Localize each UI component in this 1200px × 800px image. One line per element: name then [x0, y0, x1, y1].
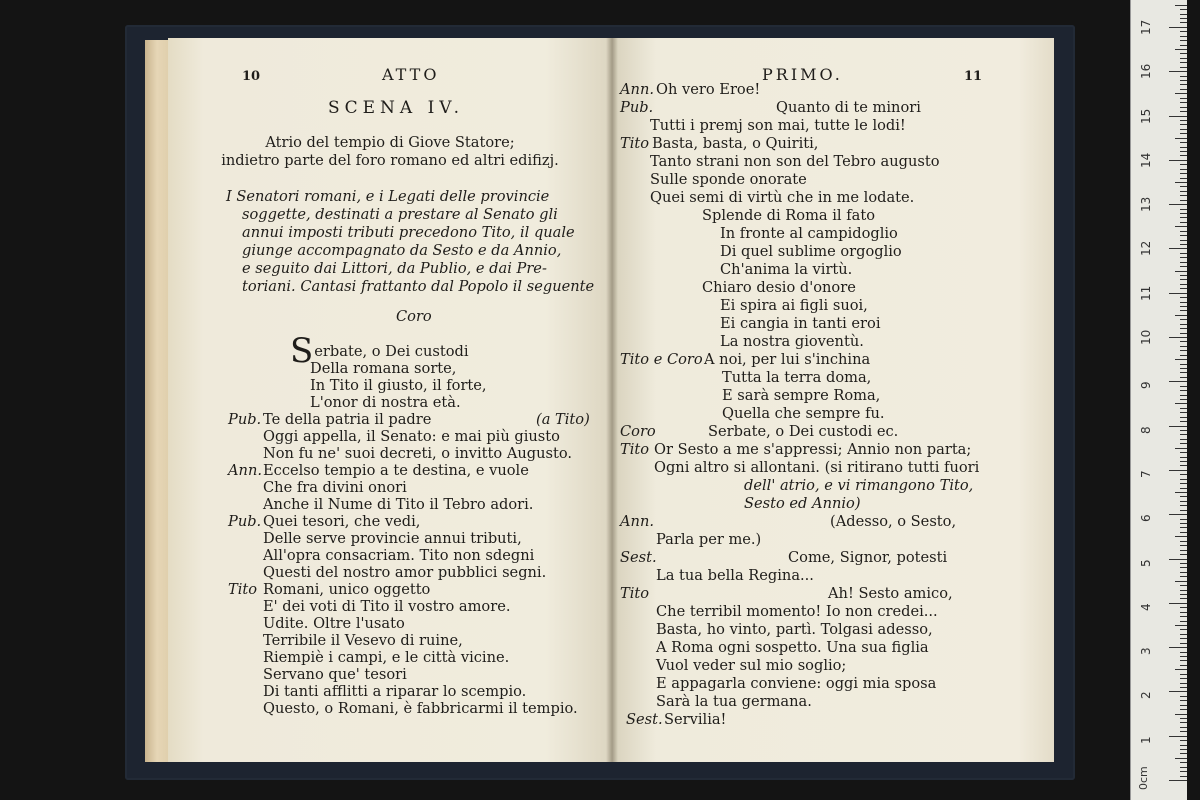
ruler-tick	[1169, 780, 1187, 781]
ruler-tick	[1180, 417, 1187, 418]
ruler-tick	[1180, 683, 1187, 684]
ruler-label: 16	[1139, 63, 1153, 80]
ruler-tick	[1180, 421, 1187, 422]
ruler-tick	[1180, 687, 1187, 688]
page-number: 11	[964, 69, 983, 84]
ruler-tick	[1180, 395, 1187, 396]
ruler-tick	[1169, 204, 1187, 205]
ruler-tick	[1180, 266, 1187, 267]
ruler-tick	[1180, 567, 1187, 568]
speaker-label: Ann.	[228, 462, 262, 479]
stage-direction-line: dell' atrio, e vi rimangono Tito,	[744, 477, 974, 494]
ruler-tick	[1180, 727, 1187, 728]
ruler-tick	[1180, 124, 1187, 125]
stage-direction-line: toriani. Cantasi frattanto dal Popolo il seguente	[242, 278, 595, 295]
verse-line: Ch'anima la virtù.	[720, 261, 853, 278]
ruler-tick	[1180, 496, 1187, 497]
ruler-tick	[1180, 40, 1187, 41]
ruler-tick	[1169, 248, 1187, 249]
stage-aside: (a Tito)	[536, 411, 590, 428]
ruler-tick	[1180, 541, 1187, 542]
chorus-heading: Coro	[396, 308, 432, 325]
ruler-tick	[1180, 616, 1187, 617]
ruler-tick	[1180, 310, 1187, 311]
ruler-tick	[1169, 116, 1187, 117]
verse-line: Ei cangia in tanti eroi	[720, 315, 881, 332]
ruler-tick	[1180, 709, 1187, 710]
ruler-tick	[1180, 439, 1187, 440]
verse-line: All'opra consacriam. Tito non sdegni	[263, 547, 535, 564]
verse-line: L'onor di nostra età.	[310, 394, 461, 411]
ruler-tick	[1180, 62, 1187, 63]
ruler-tick	[1175, 714, 1187, 715]
ruler-tick	[1180, 341, 1187, 342]
ruler-tick	[1180, 284, 1187, 285]
verse-line: Basta, ho vinto, partì. Tolgasi adesso,	[656, 621, 933, 638]
ruler-tick	[1180, 607, 1187, 608]
ruler-tick	[1180, 386, 1187, 387]
ruler-tick	[1180, 585, 1187, 586]
ruler-label: 7	[1139, 470, 1153, 478]
verse-line: Oggi appella, il Senato: e mai più giusto	[263, 428, 560, 445]
ruler-label: 2	[1139, 691, 1153, 700]
ruler-tick	[1180, 488, 1187, 489]
ruler-tick	[1169, 470, 1187, 471]
ruler-tick	[1180, 665, 1187, 666]
ruler-tick	[1180, 22, 1187, 23]
verse-line: Non fu ne' suoi decreti, o invitto Augusto.	[263, 445, 573, 462]
ruler-tick	[1180, 660, 1187, 661]
verse-line: Tutta la terra doma,	[722, 369, 872, 386]
setting-line: indietro parte del foro romano ed altri edifizj.	[221, 152, 559, 169]
ruler-tick	[1180, 186, 1187, 187]
verse-line: Te della patria il padre	[263, 411, 432, 428]
verse-line: Udite. Oltre l'usato	[263, 615, 405, 632]
ruler-tick	[1180, 31, 1187, 32]
ruler-tick	[1180, 231, 1187, 232]
speaker-label: Tito	[620, 135, 650, 152]
ruler-tick	[1180, 590, 1187, 591]
ruler-tick	[1175, 271, 1187, 272]
verse-line: E sarà sempre Roma,	[722, 387, 881, 404]
ruler-tick	[1180, 355, 1187, 356]
verse-line: Che terribil momento! Io non credei...	[656, 603, 938, 620]
ruler-tick	[1180, 740, 1187, 741]
ruler-tick	[1180, 98, 1187, 99]
ruler-tick	[1180, 279, 1187, 280]
ruler-tick	[1180, 399, 1187, 400]
verse-line: Chiaro desio d'onore	[702, 279, 856, 296]
ruler-tick	[1180, 350, 1187, 351]
ruler-tick	[1180, 324, 1187, 325]
ruler-label: 9	[1139, 381, 1153, 390]
ruler-tick	[1180, 643, 1187, 644]
verse-line: Come, Signor, potesti	[788, 549, 948, 566]
ruler-tick	[1180, 550, 1187, 551]
verse-line: E' dei voti di Tito il vostro amore.	[263, 598, 511, 615]
ruler-tick	[1169, 514, 1187, 515]
ruler-label: 3	[1139, 647, 1153, 656]
ruler-tick	[1180, 80, 1187, 81]
ruler-tick	[1175, 182, 1187, 183]
ruler-label: 4	[1139, 603, 1153, 611]
ruler-tick	[1180, 253, 1187, 254]
ruler-tick	[1180, 14, 1187, 15]
speaker-label: Tito	[228, 581, 258, 598]
ruler-tick	[1180, 36, 1187, 37]
ruler-tick	[1180, 306, 1187, 307]
ruler-tick	[1175, 448, 1187, 449]
stage-direction-line: e seguito dai Littori, da Publio, e dai Pre-	[242, 260, 547, 277]
speaker-label: Sest.	[626, 711, 663, 728]
ruler-tick	[1180, 178, 1187, 179]
ruler-tick	[1180, 9, 1187, 10]
stage-direction-line: giunge accompagnato da Sesto e da Annio,	[242, 242, 562, 259]
ruler-tick	[1180, 621, 1187, 622]
ruler-tick	[1169, 736, 1187, 737]
ruler-tick	[1180, 275, 1187, 276]
ruler-tick	[1180, 222, 1187, 223]
ruler-tick	[1175, 669, 1187, 670]
ruler-tick	[1180, 523, 1187, 524]
verse-line: Questo, o Romani, è fabbricarmi il tempio.	[263, 700, 578, 717]
ruler-tick	[1180, 674, 1187, 675]
verse-line: Servano que' tesori	[263, 666, 407, 683]
ruler-tick	[1180, 749, 1187, 750]
ruler-tick	[1180, 705, 1187, 706]
verse-line: La nostra gioventù.	[720, 333, 864, 350]
ruler-tick	[1180, 678, 1187, 679]
verse-line: Sulle sponde onorate	[650, 171, 807, 188]
ruler-tick	[1169, 381, 1187, 382]
ruler-tick	[1175, 581, 1187, 582]
drop-cap: S	[290, 331, 314, 371]
ruler-tick	[1180, 767, 1187, 768]
ruler-tick	[1180, 213, 1187, 214]
ruler-tick	[1180, 722, 1187, 723]
ruler-tick	[1180, 346, 1187, 347]
ruler-tick	[1180, 634, 1187, 635]
verse-line: Vuol veder sul mio soglio;	[656, 657, 847, 674]
ruler-tick	[1180, 53, 1187, 54]
ruler-tick	[1180, 527, 1187, 528]
speaker-label: Pub.	[228, 513, 262, 530]
verse-line: Tutti i premj son mai, tutte le lodi!	[650, 117, 906, 134]
ruler-tick	[1180, 333, 1187, 334]
verse-line: Oh vero Eroe!	[656, 81, 761, 98]
ruler-tick	[1169, 71, 1187, 72]
ruler-tick	[1180, 390, 1187, 391]
verse-line: Parla per me.)	[656, 531, 762, 548]
ruler-tick	[1180, 155, 1187, 156]
ruler-tick	[1180, 169, 1187, 170]
ruler-tick	[1180, 107, 1187, 108]
speaker-label: Pub.	[620, 99, 654, 116]
ruler-tick	[1180, 111, 1187, 112]
verse-line: La tua bella Regina...	[656, 567, 814, 584]
stage-direction-line: Sesto ed Annio)	[744, 495, 861, 512]
ruler-tick	[1180, 368, 1187, 369]
ruler-tick	[1180, 133, 1187, 134]
ruler-tick	[1180, 328, 1187, 329]
ruler-tick	[1169, 293, 1187, 294]
ruler-tick	[1175, 492, 1187, 493]
ruler-tick	[1180, 408, 1187, 409]
ruler-tick	[1175, 138, 1187, 139]
speaker-label: Sest.	[620, 549, 657, 566]
verse-line: E appagarla conviene: oggi mia sposa	[656, 675, 937, 692]
ruler-tick	[1180, 700, 1187, 701]
verse-line: Romani, unico oggetto	[263, 581, 431, 598]
verse-line: Anche il Nume di Tito il Tebro adori.	[263, 496, 534, 513]
ruler-tick	[1180, 191, 1187, 192]
ruler-tick	[1175, 5, 1187, 6]
ruler-tick	[1180, 465, 1187, 466]
ruler-tick	[1180, 572, 1187, 573]
ruler-tick	[1180, 372, 1187, 373]
speaker-label: Tito	[620, 585, 650, 602]
speaker-label: Ann.	[620, 513, 654, 530]
ruler-tick	[1180, 200, 1187, 201]
ruler-tick	[1180, 412, 1187, 413]
ruler-tick	[1169, 559, 1187, 560]
ruler-tick	[1180, 652, 1187, 653]
ruler-tick	[1180, 142, 1187, 143]
ruler-tick	[1180, 443, 1187, 444]
ruler-tick	[1180, 510, 1187, 511]
verse-line: Quella che sempre fu.	[722, 405, 885, 422]
verse-line: Servilia!	[664, 711, 727, 728]
ruler-tick	[1180, 151, 1187, 152]
ruler-tick	[1180, 147, 1187, 148]
verse-text: erbate, o Dei custodi	[314, 343, 469, 360]
verse-line: In Tito il giusto, il forte,	[310, 377, 487, 394]
ruler-tick	[1175, 226, 1187, 227]
ruler-tick	[1180, 452, 1187, 453]
ruler-label: 15	[1139, 108, 1153, 124]
ruler-tick	[1180, 58, 1187, 59]
ruler-tick	[1180, 501, 1187, 502]
ruler-tick	[1180, 89, 1187, 90]
ruler-tick	[1180, 209, 1187, 210]
running-head: PRIMO.	[762, 65, 843, 84]
stage-direction-line: annui imposti tributi precedono Tito, il quale	[242, 224, 575, 241]
ruler-tick	[1180, 76, 1187, 77]
verse-line: Tanto strani non son del Tebro augusto	[650, 153, 940, 170]
ruler-tick	[1175, 403, 1187, 404]
ruler-tick	[1180, 753, 1187, 754]
ruler-tick	[1180, 430, 1187, 431]
ruler-label: 8	[1139, 425, 1153, 434]
ruler-tick	[1180, 461, 1187, 462]
ruler-label: 11	[1139, 285, 1153, 301]
ruler-tick	[1169, 691, 1187, 692]
ruler-tick	[1180, 483, 1187, 484]
ruler-tick	[1180, 377, 1187, 378]
measuring-ruler	[1130, 0, 1187, 800]
ruler-tick	[1180, 364, 1187, 365]
speaker-label: Pub.	[228, 411, 262, 428]
ruler-tick	[1180, 297, 1187, 298]
ruler-label: 6	[1139, 514, 1153, 523]
ruler-tick	[1180, 479, 1187, 480]
verse-line: Di tanti afflitti a riparar lo scempio.	[263, 683, 527, 700]
ruler-tick	[1180, 257, 1187, 258]
verse-line: In fronte al campidoglio	[720, 225, 898, 242]
ruler-tick	[1169, 160, 1187, 161]
ruler-tick	[1180, 244, 1187, 245]
right-page	[612, 38, 1054, 762]
ruler-tick	[1180, 67, 1187, 68]
verse-line: Delle serve provincie annui tributi,	[263, 530, 522, 547]
ruler-unit: 0cm	[1137, 766, 1150, 790]
ruler-tick	[1180, 576, 1187, 577]
verse-line: Or Sesto a me s'appressi; Annio non parta;	[654, 441, 972, 458]
ruler-tick	[1180, 240, 1187, 241]
verse-line: Quanto di te minori	[776, 99, 921, 116]
ruler-tick	[1169, 27, 1187, 28]
ruler-tick	[1180, 612, 1187, 613]
ruler-tick	[1180, 120, 1187, 121]
ruler-tick	[1175, 359, 1187, 360]
verse-line: Terribile il Vesevo di ruine,	[263, 632, 463, 649]
ruler-label: 13	[1139, 196, 1153, 213]
verse-line: Serbate, o Dei custodi ec.	[708, 423, 899, 440]
ruler-tick	[1180, 598, 1187, 599]
ruler-tick	[1180, 129, 1187, 130]
ruler-tick	[1180, 745, 1187, 746]
speaker-label: Coro	[620, 423, 656, 440]
speaker-label: Tito	[620, 441, 650, 458]
ruler-tick	[1180, 217, 1187, 218]
ruler-tick	[1175, 315, 1187, 316]
verse-line: Di quel sublime orgoglio	[720, 243, 902, 260]
ruler-tick	[1180, 84, 1187, 85]
verse-line: Quei tesori, che vedi,	[263, 513, 421, 530]
ruler-tick	[1169, 426, 1187, 427]
ruler-tick	[1175, 625, 1187, 626]
ruler-tick	[1180, 776, 1187, 777]
ruler-tick	[1180, 302, 1187, 303]
verse-line: Basta, basta, o Quiriti,	[652, 135, 819, 152]
ruler-tick	[1180, 457, 1187, 458]
ruler-tick	[1180, 519, 1187, 520]
ruler-tick	[1180, 532, 1187, 533]
verse-line: (Adesso, o Sesto,	[830, 513, 957, 530]
speaker-label: Tito e Coro	[620, 351, 703, 368]
ruler-tick	[1180, 235, 1187, 236]
running-head: ATTO	[382, 65, 440, 84]
stage-direction-line: I Senatori romani, e i Legati delle provincie	[226, 188, 550, 205]
ruler-label: 5	[1139, 558, 1153, 567]
ruler-tick	[1180, 731, 1187, 732]
ruler-tick	[1180, 545, 1187, 546]
ruler-tick	[1180, 45, 1187, 46]
ruler-tick	[1169, 603, 1187, 604]
verse-line: Quei semi di virtù che in me lodate.	[650, 189, 915, 206]
ruler-tick	[1169, 337, 1187, 338]
ruler-tick	[1180, 474, 1187, 475]
verse-line: Riempiè i campi, e le città vicine.	[263, 649, 510, 666]
ruler-tick	[1180, 195, 1187, 196]
ruler-tick	[1180, 434, 1187, 435]
ruler-tick	[1180, 164, 1187, 165]
ruler-label: 14	[1139, 152, 1153, 168]
ruler-tick	[1180, 505, 1187, 506]
ruler-tick	[1180, 173, 1187, 174]
verse-line: Della romana sorte,	[310, 360, 457, 377]
page-number: 10	[242, 69, 261, 84]
ruler-tick	[1175, 536, 1187, 537]
ruler-tick	[1180, 563, 1187, 564]
ruler-tick	[1180, 262, 1187, 263]
setting-line: Atrio del tempio di Giove Statore;	[265, 134, 515, 151]
ruler-tick	[1180, 762, 1187, 763]
ruler-tick	[1180, 319, 1187, 320]
ruler-tick	[1180, 18, 1187, 19]
ruler-label: 10	[1139, 329, 1153, 345]
ruler-label: 1	[1139, 736, 1153, 744]
ruler-label: 17	[1139, 19, 1153, 35]
left-page	[168, 38, 612, 762]
verse-line: Sarà la tua germana.	[656, 693, 812, 710]
verse-line: Ogni altro si allontani. (si ritirano tutti fuori	[654, 459, 980, 476]
ruler-tick	[1175, 93, 1187, 94]
verse-line: Che fra divini onori	[263, 479, 407, 496]
verse-line: Ei spira ai figli suoi,	[720, 297, 868, 314]
book-gutter	[606, 38, 618, 762]
ruler-tick	[1180, 656, 1187, 657]
ruler-tick	[1180, 771, 1187, 772]
ruler-tick	[1180, 629, 1187, 630]
ruler-tick	[1180, 594, 1187, 595]
ruler-tick	[1180, 102, 1187, 103]
verse-line: A Roma ogni sospetto. Una sua figlia	[656, 639, 929, 656]
ruler-tick	[1169, 647, 1187, 648]
verse-line: Eccelso tempio a te destina, e vuole	[263, 462, 529, 479]
ruler-tick	[1180, 696, 1187, 697]
verse-line: Ah! Sesto amico,	[828, 585, 953, 602]
scene-title: SCENA IV.	[327, 98, 465, 118]
ruler-tick	[1180, 718, 1187, 719]
verse-line: Splende di Roma il fato	[702, 207, 875, 224]
ruler-tick	[1180, 288, 1187, 289]
speaker-label: Ann.	[620, 81, 654, 98]
ruler-tick	[1175, 758, 1187, 759]
stage-direction-line: soggette, destinati a prestare al Senato gli	[242, 206, 558, 223]
ruler-label: 12	[1139, 241, 1153, 257]
ruler-tick	[1180, 554, 1187, 555]
ruler-tick	[1180, 638, 1187, 639]
verse-line: A noi, per lui s'inchina	[704, 351, 871, 368]
ruler-tick	[1175, 49, 1187, 50]
verse-line: Questi del nostro amor pubblici segni.	[263, 564, 547, 581]
